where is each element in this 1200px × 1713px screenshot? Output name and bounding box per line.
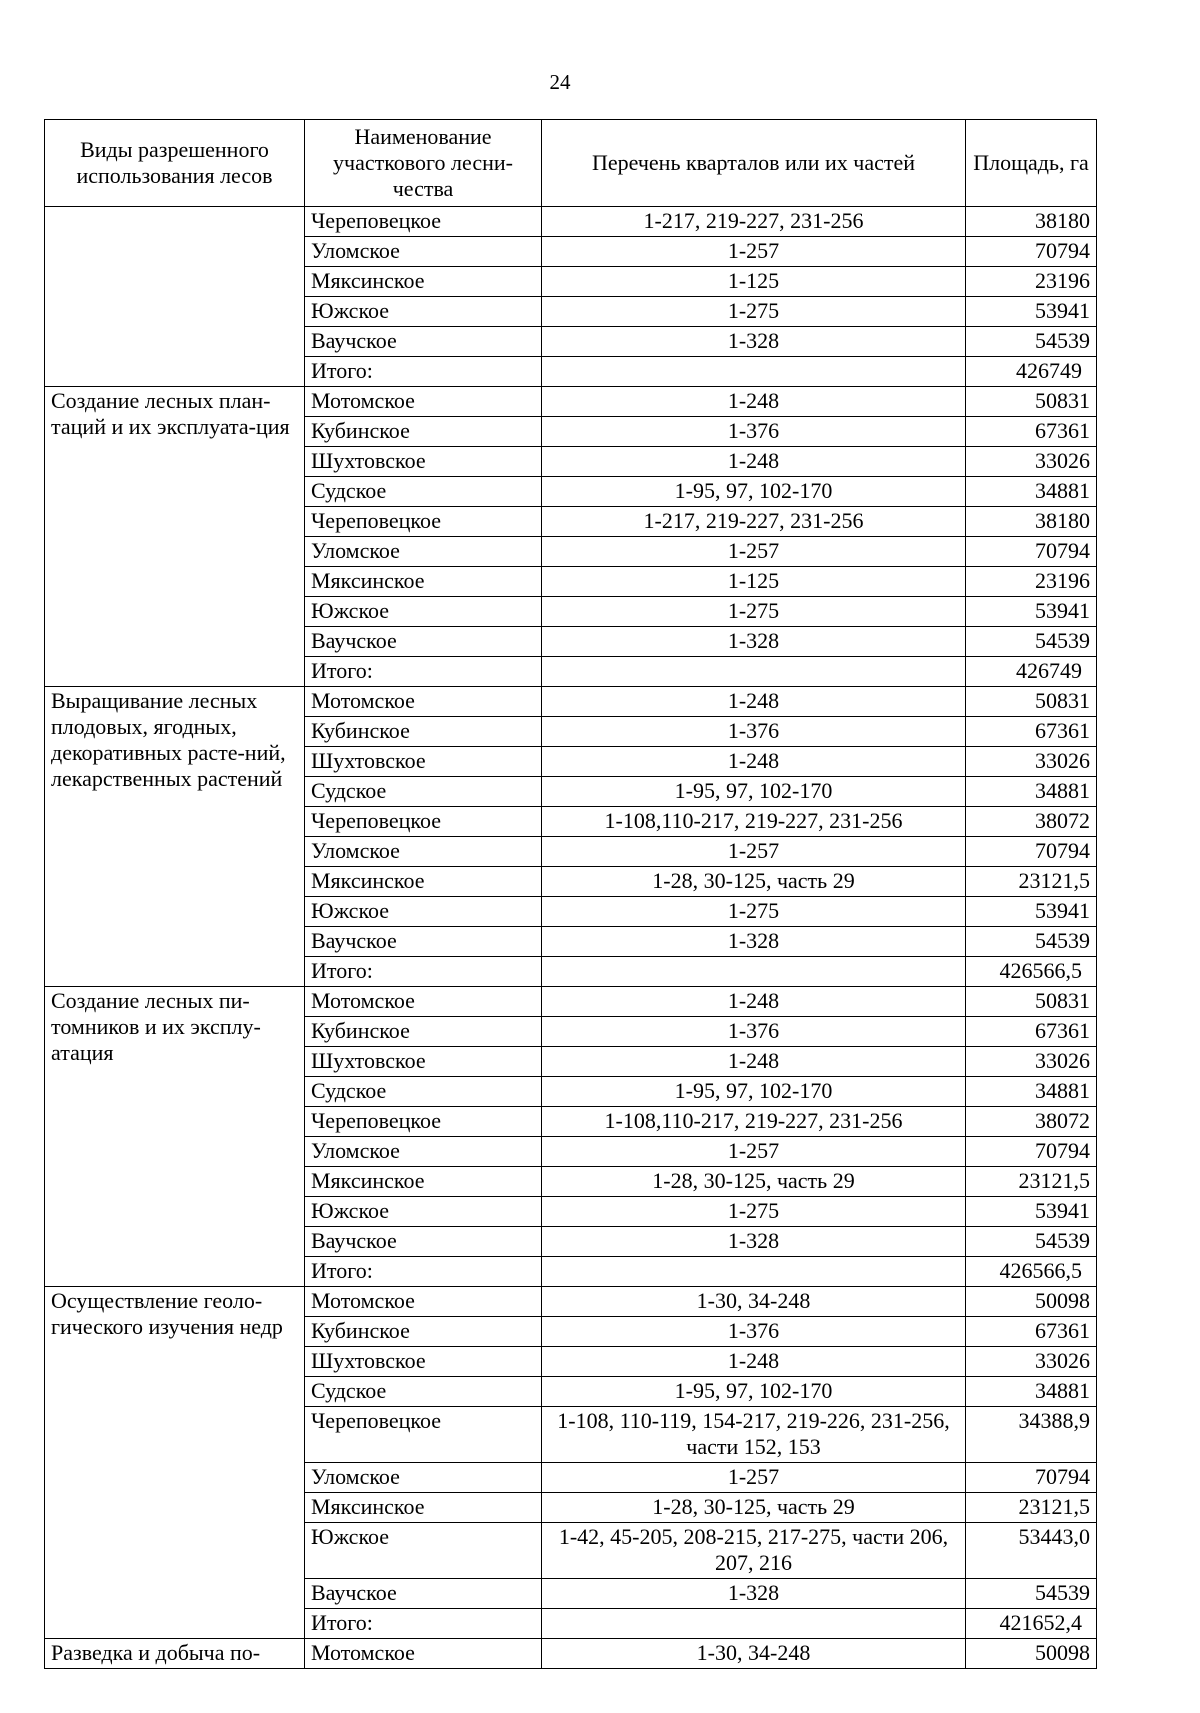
forestry-cell: Череповецкое (305, 1407, 542, 1463)
area-cell: 23121,5 (966, 1493, 1097, 1523)
use-kind-cell: Создание лесных пи-томников и их эксплу-атация (45, 987, 305, 1287)
forestry-cell: Ваучское (305, 927, 542, 957)
table-row (45, 387, 1097, 417)
area-cell: 67361 (966, 717, 1097, 747)
blocks-cell: 1-248 (542, 687, 966, 717)
use-kind-cell (45, 207, 305, 387)
blocks-cell: 1-257 (542, 237, 966, 267)
area-cell: 33026 (966, 1047, 1097, 1077)
area-cell: 34881 (966, 777, 1097, 807)
forestry-cell: Череповецкое (305, 1107, 542, 1137)
blocks-cell (542, 1257, 966, 1287)
forestry-cell: Мотомское (305, 987, 542, 1017)
forestry-cell: Кубинское (305, 1017, 542, 1047)
blocks-cell: 1-42, 45-205, 208-215, 217-275, части 206, 207, 216 (542, 1523, 966, 1579)
forestry-cell: Кубинское (305, 417, 542, 447)
blocks-cell: 1-257 (542, 837, 966, 867)
blocks-cell: 1-95, 97, 102-170 (542, 1077, 966, 1107)
header-kind: Виды разрешенного использования лесов (45, 120, 305, 207)
area-cell: 34881 (966, 1377, 1097, 1407)
area-cell: 23196 (966, 267, 1097, 297)
forest-use-table (44, 119, 1097, 1669)
blocks-cell: 1-257 (542, 1137, 966, 1167)
blocks-cell: 1-248 (542, 747, 966, 777)
area-cell: 50831 (966, 987, 1097, 1017)
area-cell: 53941 (966, 597, 1097, 627)
forestry-cell: Уломское (305, 537, 542, 567)
area-cell: 50831 (966, 387, 1097, 417)
blocks-cell: 1-108,110-217, 219-227, 231-256 (542, 807, 966, 837)
blocks-cell: 1-95, 97, 102-170 (542, 477, 966, 507)
area-cell: 38072 (966, 1107, 1097, 1137)
blocks-cell (542, 1609, 966, 1639)
forestry-cell: Ваучское (305, 1579, 542, 1609)
area-cell: 54539 (966, 627, 1097, 657)
blocks-cell: 1-28, 30-125, часть 29 (542, 1493, 966, 1523)
blocks-cell: 1-275 (542, 1197, 966, 1227)
area-cell: 54539 (966, 1227, 1097, 1257)
area-cell: 67361 (966, 1317, 1097, 1347)
blocks-cell: 1-108, 110-119, 154-217, 219-226, 231-256, части 152, 153 (542, 1407, 966, 1463)
area-cell: 34881 (966, 1077, 1097, 1107)
area-cell: 23121,5 (966, 1167, 1097, 1197)
table-row (45, 687, 1097, 717)
area-cell: 70794 (966, 1137, 1097, 1167)
blocks-cell (542, 357, 966, 387)
area-cell: 38072 (966, 807, 1097, 837)
area-cell: 54539 (966, 927, 1097, 957)
blocks-cell: 1-125 (542, 567, 966, 597)
forestry-cell: Ваучское (305, 627, 542, 657)
area-cell: 54539 (966, 1579, 1097, 1609)
table-body (45, 207, 1097, 1669)
area-cell: 70794 (966, 837, 1097, 867)
forestry-cell: Итого: (305, 1609, 542, 1639)
blocks-cell: 1-28, 30-125, часть 29 (542, 1167, 966, 1197)
blocks-cell: 1-217, 219-227, 231-256 (542, 207, 966, 237)
forestry-cell: Итого: (305, 1257, 542, 1287)
blocks-cell: 1-95, 97, 102-170 (542, 1377, 966, 1407)
forestry-cell: Ваучское (305, 327, 542, 357)
area-cell: 53941 (966, 1197, 1097, 1227)
blocks-cell: 1-108,110-217, 219-227, 231-256 (542, 1107, 966, 1137)
area-cell: 50831 (966, 687, 1097, 717)
blocks-cell: 1-257 (542, 1463, 966, 1493)
area-cell: 70794 (966, 1463, 1097, 1493)
blocks-cell: 1-328 (542, 327, 966, 357)
blocks-cell: 1-328 (542, 1227, 966, 1257)
blocks-cell: 1-28, 30-125, часть 29 (542, 867, 966, 897)
blocks-cell (542, 957, 966, 987)
forestry-cell: Южское (305, 297, 542, 327)
header-area: Площадь, га (966, 120, 1097, 207)
table-row (45, 207, 1097, 237)
forestry-cell: Череповецкое (305, 807, 542, 837)
table-header-row (45, 120, 1097, 207)
blocks-cell: 1-248 (542, 447, 966, 477)
blocks-cell: 1-95, 97, 102-170 (542, 777, 966, 807)
area-cell: 33026 (966, 447, 1097, 477)
forestry-cell: Уломское (305, 237, 542, 267)
forestry-cell: Череповецкое (305, 207, 542, 237)
blocks-cell: 1-248 (542, 1347, 966, 1377)
area-cell: 421652,4 (966, 1609, 1097, 1639)
area-cell: 70794 (966, 537, 1097, 567)
area-cell: 426749 (966, 357, 1097, 387)
area-cell: 53443,0 (966, 1523, 1097, 1579)
blocks-cell: 1-328 (542, 627, 966, 657)
table-row (45, 1287, 1097, 1317)
use-kind-cell: Выращивание лесных плодовых, ягодных, декоративных расте-ний, лекарственных растений (45, 687, 305, 987)
area-cell: 38180 (966, 507, 1097, 537)
area-cell: 426749 (966, 657, 1097, 687)
area-cell: 33026 (966, 1347, 1097, 1377)
blocks-cell: 1-376 (542, 717, 966, 747)
blocks-cell: 1-248 (542, 387, 966, 417)
area-cell: 67361 (966, 417, 1097, 447)
forestry-cell: Кубинское (305, 1317, 542, 1347)
area-cell: 34881 (966, 477, 1097, 507)
area-cell: 50098 (966, 1639, 1097, 1669)
area-cell: 33026 (966, 747, 1097, 777)
blocks-cell: 1-376 (542, 1017, 966, 1047)
forestry-cell: Южское (305, 597, 542, 627)
blocks-cell (542, 657, 966, 687)
forestry-cell: Шухтовское (305, 1347, 542, 1377)
forestry-cell: Судское (305, 1377, 542, 1407)
blocks-cell: 1-257 (542, 537, 966, 567)
blocks-cell: 1-376 (542, 1317, 966, 1347)
forestry-cell: Южское (305, 1197, 542, 1227)
blocks-cell: 1-248 (542, 987, 966, 1017)
blocks-cell: 1-248 (542, 1047, 966, 1077)
forestry-cell: Ваучское (305, 1227, 542, 1257)
area-cell: 426566,5 (966, 957, 1097, 987)
forestry-cell: Шухтовское (305, 747, 542, 777)
forestry-cell: Мотомское (305, 387, 542, 417)
forestry-cell: Мяксинское (305, 1493, 542, 1523)
forestry-cell: Уломское (305, 1463, 542, 1493)
area-cell: 23196 (966, 567, 1097, 597)
blocks-cell: 1-328 (542, 1579, 966, 1609)
forestry-cell: Судское (305, 777, 542, 807)
area-cell: 34388,9 (966, 1407, 1097, 1463)
area-cell: 70794 (966, 237, 1097, 267)
area-cell: 38180 (966, 207, 1097, 237)
table-row (45, 987, 1097, 1017)
use-kind-cell: Осуществление геоло-гического изучения недр (45, 1287, 305, 1639)
forestry-cell: Мяксинское (305, 867, 542, 897)
forestry-cell: Уломское (305, 837, 542, 867)
table-row (45, 1639, 1097, 1669)
forestry-cell: Шухтовское (305, 1047, 542, 1077)
area-cell: 426566,5 (966, 1257, 1097, 1287)
forestry-cell: Мотомское (305, 687, 542, 717)
blocks-cell: 1-30, 34-248 (542, 1287, 966, 1317)
forestry-cell: Судское (305, 1077, 542, 1107)
forestry-cell: Мяксинское (305, 267, 542, 297)
forestry-cell: Судское (305, 477, 542, 507)
area-cell: 23121,5 (966, 867, 1097, 897)
blocks-cell: 1-275 (542, 297, 966, 327)
blocks-cell: 1-125 (542, 267, 966, 297)
blocks-cell: 1-217, 219-227, 231-256 (542, 507, 966, 537)
forestry-cell: Итого: (305, 357, 542, 387)
forestry-cell: Южское (305, 897, 542, 927)
blocks-cell: 1-376 (542, 417, 966, 447)
forestry-cell: Мяксинское (305, 567, 542, 597)
use-kind-cell: Создание лесных план-таций и их эксплуата-ция (45, 387, 305, 687)
blocks-cell: 1-275 (542, 597, 966, 627)
forestry-cell: Кубинское (305, 717, 542, 747)
forestry-cell: Шухтовское (305, 447, 542, 477)
forestry-cell: Мотомское (305, 1287, 542, 1317)
blocks-cell: 1-275 (542, 897, 966, 927)
forestry-cell: Череповецкое (305, 507, 542, 537)
blocks-cell: 1-328 (542, 927, 966, 957)
forestry-cell: Мяксинское (305, 1167, 542, 1197)
use-kind-cell: Разведка и добыча по- (45, 1639, 305, 1669)
header-blocks: Перечень кварталов или их частей (542, 120, 966, 207)
forestry-cell: Южское (305, 1523, 542, 1579)
header-forestry: Наименование участкового лесни-чества (305, 120, 542, 207)
area-cell: 67361 (966, 1017, 1097, 1047)
forestry-cell: Итого: (305, 957, 542, 987)
blocks-cell: 1-30, 34-248 (542, 1639, 966, 1669)
area-cell: 50098 (966, 1287, 1097, 1317)
area-cell: 53941 (966, 297, 1097, 327)
page-number: 24 (549, 70, 571, 94)
forestry-cell: Уломское (305, 1137, 542, 1167)
forestry-cell: Мотомское (305, 1639, 542, 1669)
area-cell: 53941 (966, 897, 1097, 927)
area-cell: 54539 (966, 327, 1097, 357)
forestry-cell: Итого: (305, 657, 542, 687)
